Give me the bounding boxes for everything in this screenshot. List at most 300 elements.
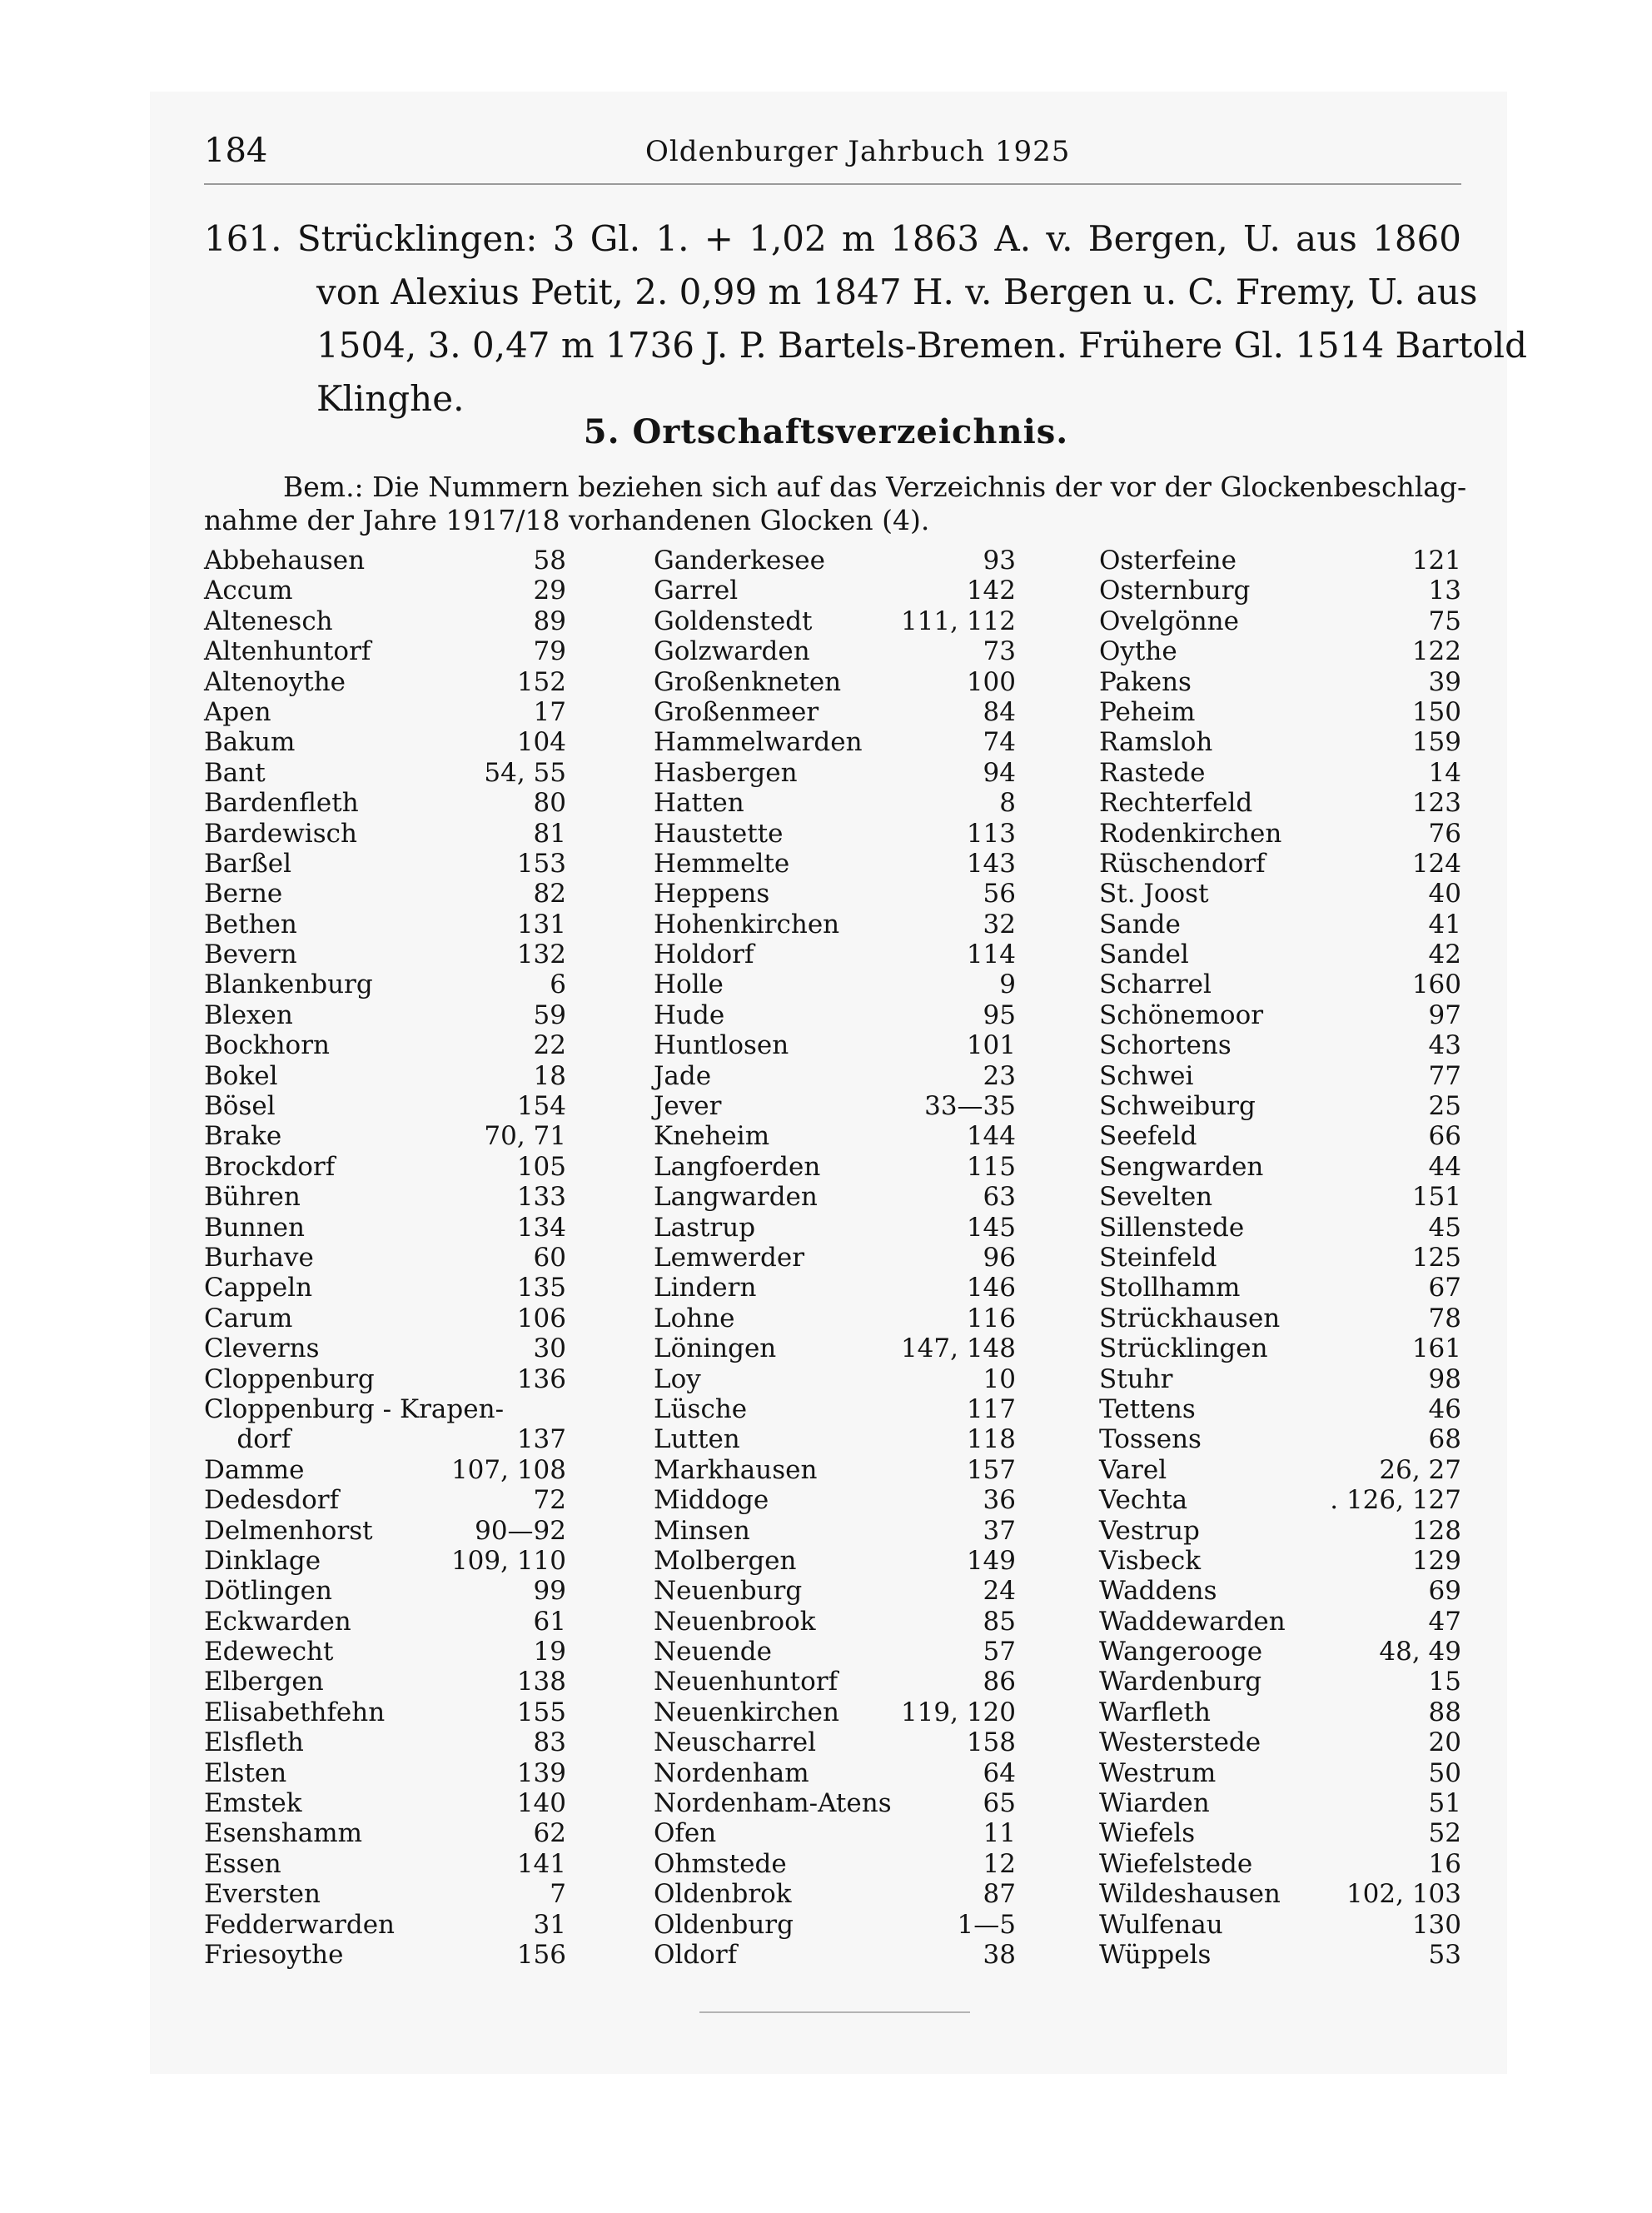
index-row (1099, 1758, 1461, 1788)
index-row (204, 1697, 566, 1727)
place-index (204, 546, 1461, 2003)
place-name: Huntlosen (654, 1030, 789, 1061)
index-row (654, 546, 1016, 576)
place-name: Nordenham (654, 1757, 809, 1788)
bell-number: 147, 148 (900, 1333, 1016, 1364)
index-row (654, 1849, 1016, 1879)
index-row (204, 1333, 566, 1363)
bell-number: 7 (550, 1879, 566, 1910)
place-name: Elisabethfehn (204, 1697, 386, 1727)
place-name: Sengwarden (1099, 1151, 1264, 1182)
bell-number: 48, 49 (1379, 1637, 1461, 1667)
index-row (1099, 546, 1461, 576)
index-row (654, 910, 1016, 940)
place-name: Delmenhorst (204, 1515, 373, 1546)
bell-number: 37 (983, 1515, 1016, 1546)
place-name: Sevelten (1099, 1182, 1213, 1213)
index-row (654, 1273, 1016, 1303)
bell-number: 63 (983, 1182, 1016, 1213)
bell-number: 17 (533, 696, 566, 727)
place-name: Abbehausen (204, 546, 366, 576)
bell-number: 36 (983, 1485, 1016, 1516)
index-row (204, 1121, 566, 1151)
bell-number: 10 (983, 1363, 1016, 1394)
bell-number: 104 (516, 727, 566, 758)
place-name: Ohmstede (654, 1848, 787, 1879)
bell-number: 14 (1428, 757, 1461, 788)
entry-line: 1504, 3. 0,47 m 1736 J. P. Bartels-Bremen. Frühere Gl. 1514 Bartold (316, 325, 1527, 366)
index-row (654, 667, 1016, 697)
bell-number: 129 (1411, 1545, 1461, 1576)
index-row (1099, 910, 1461, 940)
place-name: Middoge (654, 1485, 769, 1516)
place-name: Eckwarden (204, 1606, 351, 1637)
place-name: Lindern (654, 1273, 757, 1303)
index-row (1099, 819, 1461, 849)
bell-number: 29 (533, 576, 566, 606)
index-row (1099, 1879, 1461, 1909)
place-name: Lüsche (654, 1393, 748, 1424)
bell-number: 52 (1428, 1818, 1461, 1849)
bell-number: 64 (983, 1757, 1016, 1788)
index-row (1099, 576, 1461, 606)
place-name: Peheim (1099, 696, 1196, 727)
place-name: Bösel (204, 1091, 276, 1122)
index-row (204, 1607, 566, 1637)
bell-number: 80 (533, 788, 566, 819)
bell-number: 132 (516, 940, 566, 970)
bell-number: 135 (516, 1273, 566, 1303)
place-name: Bunnen (204, 1212, 305, 1243)
index-column-2 (654, 546, 1016, 1970)
place-name: Vechta (1099, 1485, 1188, 1516)
index-row (654, 1394, 1016, 1424)
bell-number: 38 (983, 1939, 1016, 1970)
index-row (1099, 1727, 1461, 1757)
bell-number: 100 (966, 666, 1016, 697)
index-row (654, 1727, 1016, 1757)
index-row (654, 1061, 1016, 1091)
bell-number: 74 (983, 727, 1016, 758)
index-row (1099, 1485, 1461, 1515)
place-name: Blankenburg (204, 969, 373, 1000)
index-row (1099, 1121, 1461, 1151)
place-name: Bevern (204, 940, 297, 970)
place-name: Wildeshausen (1099, 1879, 1281, 1910)
index-row (204, 1273, 566, 1303)
bell-number: 40 (1428, 879, 1461, 910)
place-name: Ofen (654, 1818, 717, 1849)
bell-number: 161 (1411, 1333, 1461, 1364)
bell-number: 116 (966, 1303, 1016, 1333)
index-row (654, 1121, 1016, 1151)
index-row (654, 606, 1016, 636)
index-row (654, 969, 1016, 999)
index-row (654, 1516, 1016, 1546)
index-row (654, 758, 1016, 788)
index-row (1099, 1091, 1461, 1121)
bell-number: 130 (1411, 1909, 1461, 1940)
bell-number: 67 (1428, 1273, 1461, 1303)
bell-number: 159 (1411, 727, 1461, 758)
place-name: Schortens (1099, 1030, 1232, 1061)
index-row (654, 1455, 1016, 1485)
bell-number: 98 (1428, 1363, 1461, 1394)
bell-number: 32 (983, 909, 1016, 940)
place-name: Lutten (654, 1424, 740, 1455)
bell-number: 105 (516, 1151, 566, 1182)
place-name: Lemwerder (654, 1242, 805, 1273)
place-name: Bockhorn (204, 1030, 331, 1061)
bell-number: 124 (1411, 848, 1461, 879)
bell-number: 20 (1428, 1727, 1461, 1758)
index-row (1099, 1333, 1461, 1363)
bell-number: 22 (533, 1030, 566, 1061)
index-row (654, 879, 1016, 909)
place-name: Neuscharrel (654, 1727, 817, 1758)
bell-number: 75 (1428, 606, 1461, 636)
bell-number: 23 (983, 1060, 1016, 1091)
index-row (654, 697, 1016, 727)
index-row (204, 1000, 566, 1030)
place-name: Großenkneten (654, 666, 842, 697)
place-name: Brockdorf (204, 1151, 336, 1182)
bell-number: 142 (966, 576, 1016, 606)
index-row (1099, 1637, 1461, 1667)
bell-number: 25 (1428, 1091, 1461, 1122)
place-name: Oldenbrok (654, 1879, 792, 1910)
index-row (1099, 1455, 1461, 1485)
place-name: Accum (204, 576, 293, 606)
index-row (204, 1091, 566, 1121)
bell-number: 118 (966, 1424, 1016, 1455)
bell-number: 78 (1428, 1303, 1461, 1333)
index-row (654, 1152, 1016, 1182)
entry-line: 161. Strücklingen: 3 Gl. 1. + 1,02 m 1863 A. v. Bergen, U. aus 1860 (204, 218, 1461, 259)
bell-number: 95 (983, 999, 1016, 1030)
index-row (1099, 1607, 1461, 1637)
place-name: Rastede (1099, 757, 1206, 788)
bell-number: 156 (516, 1939, 566, 1970)
place-name: Stuhr (1099, 1363, 1173, 1394)
bell-number: 94 (983, 757, 1016, 788)
place-name: Lohne (654, 1303, 735, 1333)
place-name: Strückhausen (1099, 1303, 1281, 1333)
index-row (204, 1243, 566, 1273)
index-row (654, 819, 1016, 849)
index-row (204, 1727, 566, 1757)
index-row (204, 1667, 566, 1697)
place-name: Fedderwarden (204, 1909, 396, 1940)
place-name: Carum (204, 1303, 293, 1333)
place-name: Elsten (204, 1757, 287, 1788)
bell-number: 9 (999, 969, 1016, 1000)
place-name: Altenoythe (204, 666, 346, 697)
place-name: Bardewisch (204, 818, 357, 849)
bell-number: 136 (516, 1363, 566, 1394)
place-name: Großenmeer (654, 696, 819, 727)
place-name: Jade (654, 1060, 712, 1091)
place-name: Waddens (1099, 1576, 1217, 1607)
place-name: Oldorf (654, 1939, 738, 1970)
bell-number: 44 (1428, 1151, 1461, 1182)
place-name: Hemmelte (654, 848, 790, 879)
index-row (204, 1364, 566, 1394)
bell-number: 65 (983, 1788, 1016, 1819)
bell-number: 102, 103 (1346, 1879, 1461, 1910)
index-row (204, 1424, 566, 1454)
bell-number: 77 (1428, 1060, 1461, 1091)
index-row (654, 1818, 1016, 1848)
place-name: Sande (1099, 909, 1181, 940)
entry-line: von Alexius Petit, 2. 0,99 m 1847 H. v. Bergen u. C. Fremy, U. aus (316, 272, 1478, 312)
bell-number: 131 (516, 909, 566, 940)
place-name: Oythe (1099, 636, 1177, 667)
index-row (1099, 1303, 1461, 1333)
bell-number: 153 (516, 848, 566, 879)
place-name: Altenhuntorf (204, 636, 371, 667)
bell-number: 19 (533, 1637, 566, 1667)
bell-number: 58 (533, 546, 566, 576)
bell-number: 121 (1411, 546, 1461, 576)
bell-number: 141 (516, 1848, 566, 1879)
index-row (654, 1333, 1016, 1363)
bell-number: 85 (983, 1606, 1016, 1637)
index-row (204, 1061, 566, 1091)
bell-number: 50 (1428, 1757, 1461, 1788)
bell-number: 122 (1411, 636, 1461, 667)
bell-number: 43 (1428, 1030, 1461, 1061)
bell-number: 68 (1428, 1424, 1461, 1455)
place-name: Schwei (1099, 1060, 1194, 1091)
place-name: Ganderkesee (654, 546, 825, 576)
index-row (1099, 1273, 1461, 1303)
bell-number: 90—92 (475, 1515, 566, 1546)
place-name: Markhausen (654, 1454, 818, 1485)
index-row (1099, 1000, 1461, 1030)
bell-number: 15 (1428, 1667, 1461, 1697)
index-row (1099, 697, 1461, 727)
index-row (1099, 1818, 1461, 1848)
place-name: Bühren (204, 1182, 301, 1213)
index-row (1099, 1546, 1461, 1576)
bell-number: 59 (533, 999, 566, 1030)
place-name: Elsfleth (204, 1727, 304, 1758)
place-name: Varel (1099, 1454, 1167, 1485)
place-name: Hasbergen (654, 757, 798, 788)
index-row (654, 1182, 1016, 1212)
place-name: Ramsloh (1099, 727, 1213, 758)
bell-number: 41 (1428, 909, 1461, 940)
bell-number: 109, 110 (450, 1545, 566, 1576)
place-name: Schönemoor (1099, 999, 1264, 1030)
index-row (1099, 1182, 1461, 1212)
bell-number: 150 (1411, 696, 1461, 727)
index-row (204, 969, 566, 999)
index-row (654, 1424, 1016, 1454)
bell-number: 101 (966, 1030, 1016, 1061)
index-row (654, 1607, 1016, 1637)
index-row (204, 1030, 566, 1060)
bell-number: 60 (533, 1242, 566, 1273)
place-name: Holle (654, 969, 724, 1000)
bell-number: 93 (983, 546, 1016, 576)
index-row (654, 1364, 1016, 1394)
bell-number: 111, 112 (900, 606, 1016, 636)
place-name: Vestrup (1099, 1515, 1200, 1546)
bell-number: 152 (516, 666, 566, 697)
index-row (204, 576, 566, 606)
index-row (1099, 636, 1461, 666)
place-name: Osterfeine (1099, 546, 1237, 576)
bell-number: 56 (983, 879, 1016, 910)
remark-line: Bem.: Die Nummern beziehen sich auf das Verzeichnis der vor der Glockenbeschlag- (283, 471, 1467, 503)
place-name: Eversten (204, 1879, 321, 1910)
bell-number: 18 (533, 1060, 566, 1091)
bell-number: 106 (516, 1303, 566, 1333)
bell-number: 123 (1411, 788, 1461, 819)
bell-number: 137 (516, 1424, 566, 1455)
index-row (204, 940, 566, 969)
index-row (204, 1455, 566, 1485)
place-name: Oldenburg (654, 1909, 794, 1940)
bell-number: 8 (999, 788, 1016, 819)
remark-line: nahme der Jahre 1917/18 vorhandenen Glocken (4). (204, 504, 930, 536)
bell-number: 157 (966, 1454, 1016, 1485)
place-name: Osternburg (1099, 576, 1251, 606)
index-row (654, 1879, 1016, 1909)
place-name: Wardenburg (1099, 1667, 1262, 1697)
running-title: Oldenburger Jahrbuch 1925 (645, 135, 1071, 168)
place-name: Wangerooge (1099, 1637, 1263, 1667)
index-row (654, 1697, 1016, 1727)
index-row (654, 1758, 1016, 1788)
place-name: Cloppenburg - Krapen- (204, 1393, 505, 1424)
bell-number: 6 (550, 969, 566, 1000)
place-name: Bethen (204, 909, 297, 940)
place-name: Friesoythe (204, 1939, 344, 1970)
place-name: Holdorf (654, 940, 754, 970)
index-row (654, 1667, 1016, 1697)
bell-number: 154 (516, 1091, 566, 1122)
place-name: Berne (204, 879, 283, 910)
place-name: Wüppels (1099, 1939, 1212, 1970)
place-name: Hohenkirchen (654, 909, 840, 940)
index-row (204, 1758, 566, 1788)
bell-number: 140 (516, 1788, 566, 1819)
place-name: Altenesch (204, 606, 333, 636)
bell-number: 113 (966, 818, 1016, 849)
place-name: Steinfeld (1099, 1242, 1217, 1273)
place-name: Haustette (654, 818, 784, 849)
place-name: Essen (204, 1848, 281, 1879)
index-row (204, 546, 566, 576)
place-name: Goldenstedt (654, 606, 813, 636)
place-name: Nordenham-Atens (654, 1788, 892, 1819)
place-name: Neuende (654, 1637, 772, 1667)
bell-number: 89 (533, 606, 566, 636)
index-row (654, 1910, 1016, 1940)
index-row (654, 636, 1016, 666)
remark-paragraph (204, 471, 1467, 537)
index-row (204, 727, 566, 757)
place-name: Damme (204, 1454, 305, 1485)
place-name: Dedesdorf (204, 1485, 340, 1516)
place-name: Golzwarden (654, 636, 810, 667)
footer-rule (699, 2011, 970, 2013)
bell-number: 13 (1428, 576, 1461, 606)
index-row (1099, 1152, 1461, 1182)
bell-number: 11 (983, 1818, 1016, 1849)
place-name: Waddewarden (1099, 1606, 1286, 1637)
bell-number: 16 (1428, 1848, 1461, 1879)
index-row (1099, 969, 1461, 999)
place-name: Molbergen (654, 1545, 797, 1576)
bell-number: 138 (516, 1667, 566, 1697)
bell-number: 145 (966, 1212, 1016, 1243)
bell-number: 149 (966, 1545, 1016, 1576)
place-name: Loy (654, 1363, 701, 1394)
bell-number: 146 (966, 1273, 1016, 1303)
index-row (654, 1485, 1016, 1515)
place-name: Stollhamm (1099, 1273, 1241, 1303)
place-name: Jever (654, 1091, 722, 1122)
place-name: Blexen (204, 999, 293, 1030)
index-row (204, 697, 566, 727)
index-row (1099, 788, 1461, 818)
bell-number: 88 (1428, 1697, 1461, 1727)
bell-number: 62 (533, 1818, 566, 1849)
index-row (1099, 758, 1461, 788)
index-row (654, 1637, 1016, 1667)
place-name: Barßel (204, 848, 292, 879)
place-name: dorf (204, 1424, 291, 1455)
place-name: Esenshamm (204, 1818, 362, 1849)
bell-number: 53 (1428, 1939, 1461, 1970)
index-row (204, 819, 566, 849)
index-row (1099, 1697, 1461, 1727)
bell-number: 160 (1411, 969, 1461, 1000)
place-name: Bant (204, 757, 266, 788)
bell-number: 69 (1428, 1576, 1461, 1607)
place-name: Rechterfeld (1099, 788, 1253, 819)
header-rule (204, 183, 1461, 185)
index-row (204, 1910, 566, 1940)
bell-number: 76 (1428, 818, 1461, 849)
index-row (204, 1546, 566, 1576)
index-row (204, 1516, 566, 1546)
page-number: 184 (204, 132, 268, 170)
bell-number: 47 (1428, 1606, 1461, 1637)
index-row (1099, 1849, 1461, 1879)
place-name: Hammelwarden (654, 727, 863, 758)
index-row (654, 849, 1016, 879)
place-name: Pakens (1099, 666, 1192, 697)
bell-number: 79 (533, 636, 566, 667)
bell-number: 125 (1411, 1242, 1461, 1273)
place-name: Lastrup (654, 1212, 756, 1243)
bell-number: 33—35 (924, 1091, 1016, 1122)
index-row (1099, 1394, 1461, 1424)
place-name: Rüschendorf (1099, 848, 1266, 879)
entry-line: Klinghe. (316, 378, 465, 419)
index-row (1099, 1213, 1461, 1243)
index-row (1099, 879, 1461, 909)
index-row (204, 606, 566, 636)
index-row (204, 788, 566, 818)
index-row (1099, 940, 1461, 969)
index-row (204, 1818, 566, 1848)
